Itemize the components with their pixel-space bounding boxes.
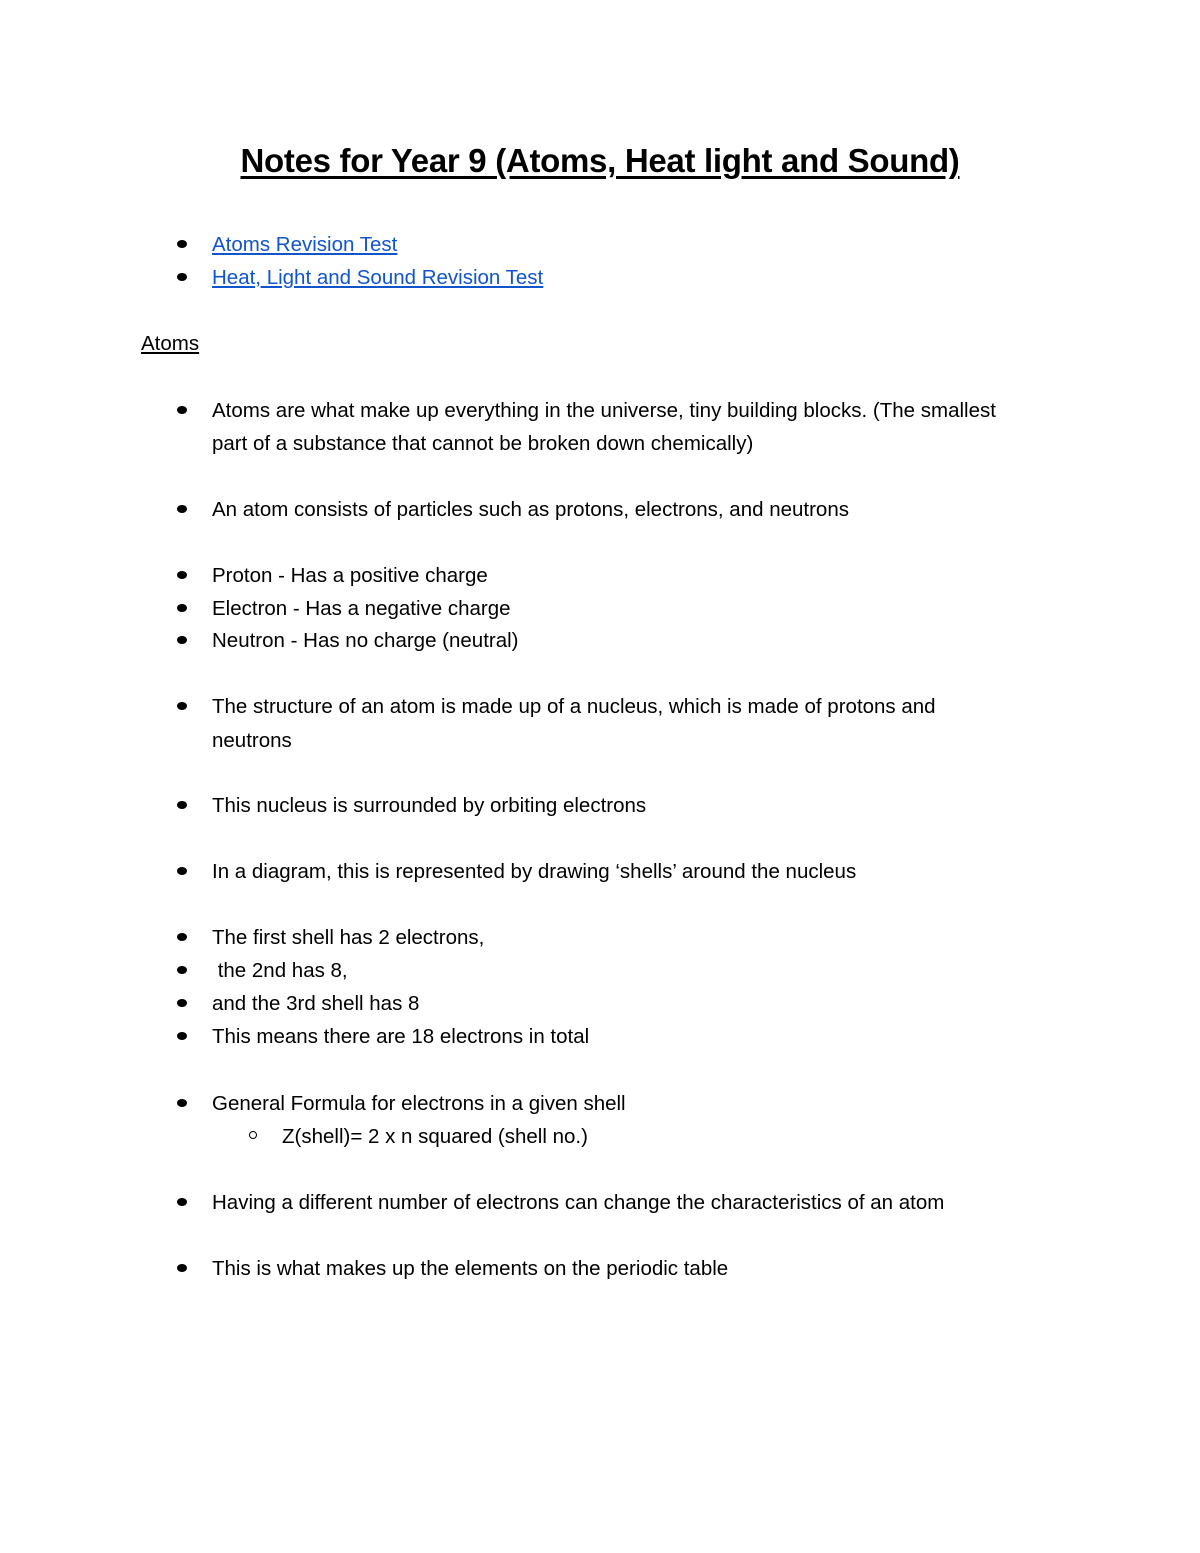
list-item <box>0 559 1200 592</box>
list-item <box>0 592 1200 625</box>
bullet-text: Electron - Has a negative charge <box>212 597 511 620</box>
bullet-icon <box>177 406 187 414</box>
bullet-icon <box>177 240 187 248</box>
bullet-text: part of a substance that cannot be broken down chemically) <box>212 432 754 455</box>
bullet-icon <box>177 636 187 644</box>
list-item <box>0 921 1200 954</box>
bullet-icon <box>177 966 187 974</box>
list-item <box>0 954 1200 987</box>
bullet-icon <box>177 702 187 710</box>
list-item-continuation <box>0 427 1200 460</box>
bullet-text: Atoms are what make up everything in the universe, tiny building blocks. (The smallest <box>212 399 996 422</box>
bullet-text: In a diagram, this is represented by drawing ‘shells’ around the nucleus <box>212 860 857 883</box>
bullet-text: and the 3rd shell has 8 <box>212 992 420 1015</box>
bullet-icon <box>177 999 187 1007</box>
list-item <box>0 1252 1200 1285</box>
list-item <box>0 228 1200 261</box>
bullet-icon <box>177 1032 187 1040</box>
hollow-bullet-icon <box>249 1131 257 1139</box>
bullet-icon <box>177 273 187 281</box>
section-heading-row <box>0 327 1200 360</box>
bullet-text: The first shell has 2 electrons, <box>212 926 485 949</box>
page-title: Notes for Year 9 (Atoms, Heat light and Sound) <box>240 142 960 179</box>
bullet-text: Proton - Has a positive charge <box>212 564 488 587</box>
bullet-text: The structure of an atom is made up of a nucleus, which is made of protons and <box>212 695 936 718</box>
list-item <box>0 493 1200 526</box>
bullet-icon <box>177 801 187 809</box>
list-item <box>0 624 1200 657</box>
heat-light-sound-revision-test-link[interactable]: Heat, Light and Sound Revision Test <box>212 266 544 289</box>
bullet-icon <box>177 933 187 941</box>
list-item <box>0 261 1200 294</box>
list-item-continuation <box>0 724 1200 757</box>
list-item <box>0 1020 1200 1053</box>
bullet-text: This is what makes up the elements on the periodic table <box>212 1257 729 1280</box>
bullet-text: This means there are 18 electrons in total <box>212 1025 590 1048</box>
list-item <box>0 855 1200 888</box>
bullet-text: General Formula for electrons in a given shell <box>212 1092 626 1115</box>
bullet-text: the 2nd has 8, <box>212 959 348 982</box>
section-heading: Atoms <box>141 332 200 355</box>
list-item <box>0 789 1200 822</box>
bullet-icon <box>177 1198 187 1206</box>
bullet-text: neutrons <box>212 729 292 752</box>
list-item <box>0 394 1200 427</box>
list-item <box>0 690 1200 723</box>
sub-list-item <box>0 1120 1200 1153</box>
bullet-icon <box>177 505 187 513</box>
bullet-icon <box>177 1264 187 1272</box>
list-item <box>0 987 1200 1020</box>
list-item <box>0 1186 1200 1219</box>
bullet-text: Z(shell)= 2 x n squared (shell no.) <box>282 1125 588 1148</box>
bullet-text: Having a different number of electrons can change the characteristics of an atom <box>212 1191 945 1214</box>
bullet-text: Neutron - Has no charge (neutral) <box>212 629 519 652</box>
list-item <box>0 1087 1200 1120</box>
atoms-revision-test-link[interactable]: Atoms Revision Test <box>212 233 398 256</box>
bullet-icon <box>177 604 187 612</box>
bullet-icon <box>177 571 187 579</box>
bullet-icon <box>177 867 187 875</box>
bullet-text: An atom consists of particles such as protons, electrons, and neutrons <box>212 498 849 521</box>
bullet-icon <box>177 1099 187 1107</box>
bullet-text: This nucleus is surrounded by orbiting electrons <box>212 794 647 817</box>
